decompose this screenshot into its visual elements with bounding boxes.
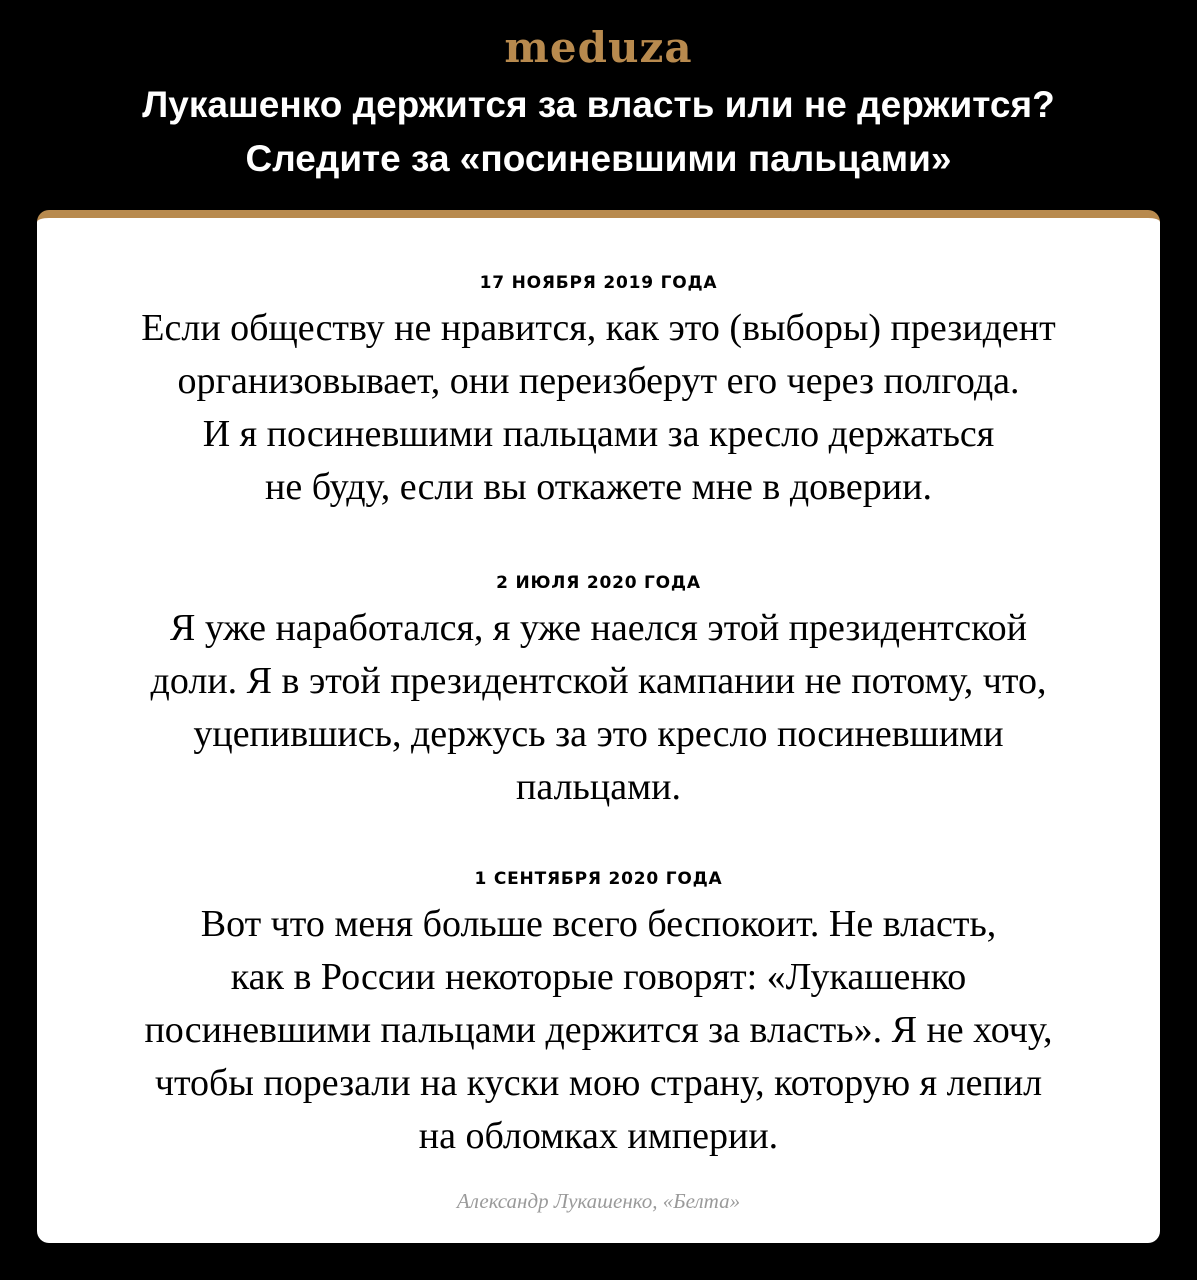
quote-line: И я посиневшими пальцами за кресло держаться xyxy=(202,413,995,455)
quote-date: 17 НОЯБРЯ 2019 ГОДА xyxy=(479,273,718,293)
headline-line: Следите за «посиневшими пальцами» xyxy=(245,138,952,179)
quote-date: 1 СЕНТЯБРЯ 2020 ГОДА xyxy=(474,869,723,889)
quote-line: на обломках империи. xyxy=(418,1115,779,1157)
quote-line: уцепившись, держусь за это кресло посиневшими xyxy=(193,713,1004,755)
quote-line: доли. Я в этой президентской кампании не потому, что, xyxy=(150,660,1047,702)
quote-source: Александр Лукашенко, «Белта» xyxy=(456,1189,741,1213)
quote-block-3 xyxy=(37,868,1160,1163)
quote-date: 2 ИЮЛЯ 2020 ГОДА xyxy=(496,573,701,593)
quote-line: не буду, если вы откажете мне в доверии. xyxy=(265,466,932,508)
quote-line: как в России некоторые говорят: «Лукашенко xyxy=(230,956,967,998)
quote-block-1 xyxy=(37,272,1160,514)
meduza-logo: meduza xyxy=(504,23,693,72)
quote-text xyxy=(37,302,1160,514)
quote-line: пальцами. xyxy=(516,766,681,808)
quote-card xyxy=(37,210,1160,1243)
headline-line: Лукашенко держится за власть или не держится? xyxy=(142,84,1055,125)
quote-line: Если обществу не нравится, как это (выборы) президент xyxy=(141,307,1056,349)
quote-line: посиневшими пальцами держится за власть». Я не хочу, xyxy=(144,1009,1053,1051)
quote-line: организовывает, они переизберут его через полгода. xyxy=(177,360,1020,402)
quote-line: Я уже наработался, я уже наелся этой президентской xyxy=(169,607,1028,649)
quote-text xyxy=(37,898,1160,1163)
quote-line: чтобы порезали на куски мою страну, которую я лепил xyxy=(154,1062,1043,1104)
quote-line: Вот что меня больше всего беспокоит. Не власть, xyxy=(200,903,997,945)
quote-block-2 xyxy=(37,572,1160,814)
headline xyxy=(40,78,1157,186)
quote-text xyxy=(37,602,1160,814)
